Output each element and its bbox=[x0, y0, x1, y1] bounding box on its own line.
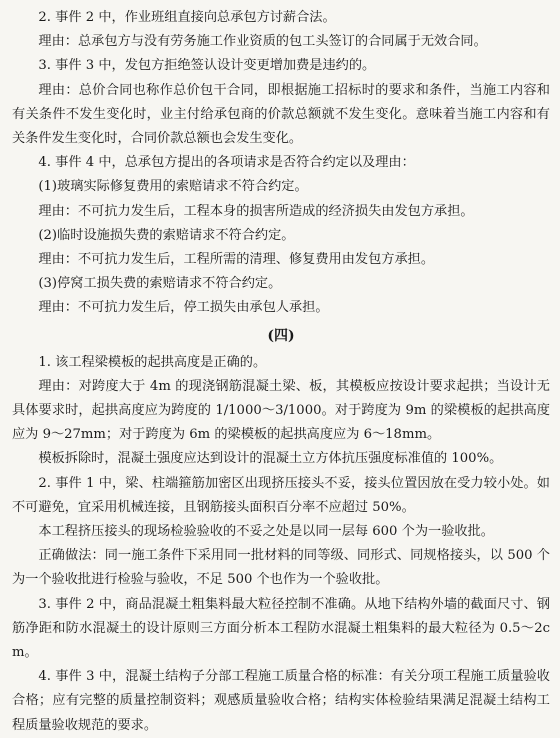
paragraph: 4. 事件 4 中，总承包方提出的各项请求是否符合约定以及理由： bbox=[38, 155, 415, 171]
paragraph: 理由：不可抗力发生后，停工损失由承包人承担。 bbox=[38, 300, 329, 316]
paragraph: 理由：总价合同也称作总价包干合同，即根据施工招标时的要求和条件，当施工内容和有关条件不发生变化时，业主付给承包商的价款总额就不发生变化。意味着当施工内容和有关条件发生变化时，合同价款总额也会发生变化。 bbox=[12, 82, 550, 147]
paragraph: (2)临时设施损失费的索赔请求不符合约定。 bbox=[38, 227, 295, 243]
paragraph: 正确做法：同一施工条件下采用同一批材料的同等级、同形式、同规格接头，以 500 个为一个验收批进行检验与验收，不足 500 个也作为一个验收批。 bbox=[12, 548, 550, 588]
paragraph: (1)玻璃实际修复费用的索赔请求不符合约定。 bbox=[38, 179, 308, 195]
paragraph: (3)停窝工损失费的索赔请求不符合约定。 bbox=[38, 276, 282, 292]
paragraph: 2. 事件 1 中，梁、柱端箍筋加密区出现挤压接头不妥，接头位置因放在受力较小处。如不可避免，宜采用机械连接，且钢筋接头面积百分率不应超过 50%。 bbox=[12, 475, 550, 515]
paragraph: 模板拆除时，混凝土强度应达到设计的混凝土立方体抗压强度标准值的 100%。 bbox=[38, 451, 503, 467]
paragraph: 3. 事件 3 中，发包方拒绝签认设计变更增加费是违约的。 bbox=[38, 58, 376, 74]
paragraph: 理由：不可抗力发生后，工程本身的损害所造成的经济损失由发包方承担。 bbox=[38, 203, 474, 219]
paragraph: 3. 事件 2 中，商品混凝土粗集料最大粒径控制不准确。从地下结构外墙的截面尺寸、钢筋净距和防水混凝土的设计原则三方面分析本工程防水混凝土粗集料的最大粒径为 0.5～2cm。 bbox=[12, 596, 550, 661]
paragraph: 2. 事件 2 中，作业班组直接向总承包方讨薪合法。 bbox=[38, 10, 336, 25]
paragraph: 理由：对跨度大于 4m 的现浇钢筋混凝土梁、板，其模板应按设计要求起拱；当设计无具体要求时，起拱高度应为跨度的 1/1000～3/1000。对于跨度为 9m 的梁模板的起拱高度应为 9～27mm；对于跨度为 6m 的梁模板的起拱高度应为 6～18mm。 bbox=[12, 378, 550, 443]
answer-section-4 bbox=[12, 351, 550, 738]
answer-section-3 bbox=[12, 6, 550, 321]
paragraph: 理由：总承包方与没有劳务施工作业资质的包工头签订的合同属于无效合同。 bbox=[38, 34, 487, 50]
paragraph: 本工程挤压接头的现场检验验收的不妥之处是以同一层每 600 个为一验收批。 bbox=[38, 524, 494, 540]
paragraph: 1. 该工程梁模板的起拱高度是正确的。 bbox=[38, 354, 267, 370]
section-heading: (四) bbox=[267, 327, 295, 344]
paragraph: 理由：不可抗力发生后，工程所需的清理、修复费用由发包方承担。 bbox=[38, 252, 435, 268]
paragraph: 4. 事件 3 中，混凝土结构子分部工程施工质量合格的标准：有关分项工程施工质量验收合格；应有完整的质量控制资料；观感质量验收合格；结构实体检验结果满足混凝土结构工程质量验收规范的要求。 bbox=[12, 669, 550, 733]
